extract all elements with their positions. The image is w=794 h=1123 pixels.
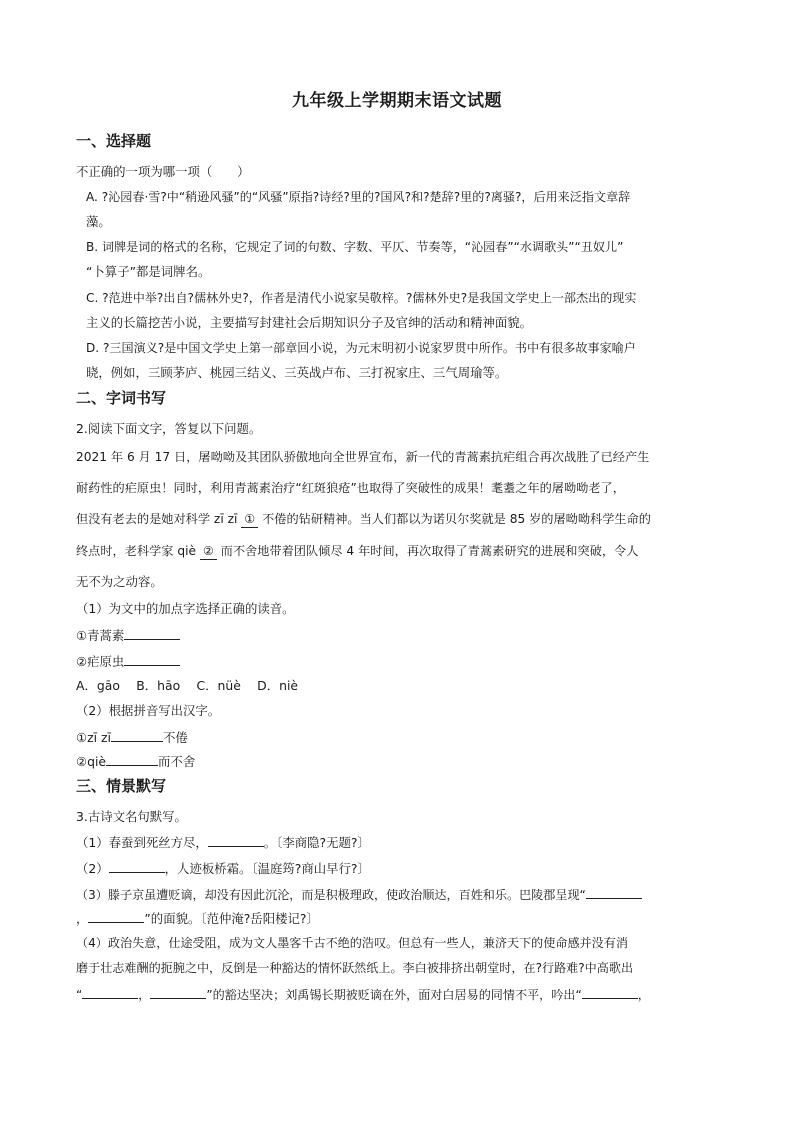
recitation-item-1 <box>76 834 370 851</box>
answer-blank[interactable] <box>88 910 144 923</box>
recitation-item-2-text: ，人迹板桥霜。〔温庭筠?商山早行?〕 <box>164 861 370 876</box>
recitation-item-4-line-3 <box>76 986 650 1003</box>
answer-blank[interactable] <box>124 653 180 666</box>
recitation-item-3-source: ”的面貌。〔范仲淹?岳阳楼记?〕 <box>144 911 319 926</box>
pronunciation-item-2 <box>76 653 180 670</box>
answer-blank[interactable] <box>124 627 180 640</box>
recitation-item-3-text: （3）滕子京虽遭贬谪，却没有因此沉沦，而是积极理政，使政治顺达，百姓和乐。巴陵郡呈现“ <box>76 888 586 902</box>
subquestion-2: （2）根据拼音写出汉字。 <box>76 703 221 718</box>
passage-line-4-end: 而不舍地带着团队倾尽 4 年时间，再次取得了青蒿素研究的进展和突破，令人 <box>216 544 639 558</box>
answer-blank[interactable] <box>582 986 638 999</box>
pronunciation-item-2-label: ②疟原虫 <box>76 654 125 669</box>
answer-blank[interactable] <box>111 729 163 742</box>
recitation-item-3-line-1 <box>76 886 642 903</box>
page-title: 九年级上学期期末语文试题 <box>292 91 502 111</box>
hanzi-item-1-pinyin: ①zī zī <box>76 730 111 745</box>
option-c-line-1: C. ?范进中举?出自?儒林外史?，作者是清代小说家吴敬梓。?儒林外史?是我国文学史上一部杰出的现实 <box>86 291 637 305</box>
section-heading-recitation: 三、情景默写 <box>76 777 167 795</box>
blank-marker-1: ① <box>241 511 258 528</box>
hanzi-item-1-suffix: 不倦 <box>162 730 188 745</box>
section-heading-choice: 一、选择题 <box>76 132 152 150</box>
recitation-item-2-number: （2） <box>76 861 109 876</box>
pronunciation-options: A．gāo B．hāo C．nüè D．niè <box>76 678 299 693</box>
answer-blank[interactable] <box>82 986 138 999</box>
comma: ， <box>138 988 151 1002</box>
passage-line-4 <box>76 543 638 560</box>
passage-line-5: 无不为之动容。 <box>76 574 163 589</box>
recitation-item-3-line-2 <box>76 910 319 927</box>
hanzi-item-1 <box>76 729 188 746</box>
recitation-item-4-text: ”的豁达坚决；刘禹锡长期被贬谪在外，面对白居易的同情不平，吟出“ <box>206 988 582 1002</box>
comma: ， <box>76 911 89 926</box>
subquestion-1: （1）为文中的加点字选择正确的读音。 <box>76 601 295 616</box>
answer-blank[interactable] <box>150 986 206 999</box>
answer-blank[interactable] <box>586 886 642 899</box>
answer-blank[interactable] <box>106 753 158 766</box>
option-c-line-2: 主义的长篇挖苦小说，主要描写封建社会后期知识分子及官绅的活动和精神面貌。 <box>86 315 533 330</box>
question-1-stem: 不正确的一项为哪一项（ ） <box>76 164 250 179</box>
hanzi-item-2-suffix: 而不舍 <box>158 754 196 769</box>
passage-line-4-start: 终点时，老科学家 qiè <box>76 544 200 558</box>
comma: ， <box>637 988 650 1002</box>
open-quote: “ <box>76 988 83 1002</box>
answer-blank[interactable] <box>208 834 264 847</box>
option-a-line-1: A. ?沁园春·雪?中“稍逊风骚”的“风骚”原指?诗经?里的?国风?和?楚辞?里的?离骚?，后用来泛指文章辞 <box>86 190 631 204</box>
passage-line-2: 耐药性的疟原虫！同时，利用青蒿素治疗“红斑狼疮”也取得了突破性的成果！耄耋之年的屠呦呦老了， <box>76 481 625 495</box>
recitation-item-4-line-2: 磨于壮志难酬的扼腕之中，反倒是一种豁达的情怀跃然纸上。李白被排挤出朝堂时，在?行路难?中高歌出 <box>76 961 634 975</box>
recitation-item-1-text: （1）春蚕到死丝方尽， <box>76 835 208 850</box>
answer-blank[interactable] <box>109 860 165 873</box>
pronunciation-item-1 <box>76 627 180 644</box>
option-d-line-1: D. ?三国演义?是中国文学史上第一部章回小说，为元末明初小说家罗贯中所作。书中有很多故事家喻户 <box>86 341 636 355</box>
passage-line-3 <box>76 511 651 528</box>
recitation-item-4-line-1: （4）政治失意，仕途受阻，成为文人墨客千古不绝的浩叹。但总有一些人，兼济天下的使命感并没有消 <box>76 936 628 950</box>
hanzi-item-2 <box>76 753 195 770</box>
passage-line-3-end: 不倦的钻研精神。当人们都以为诺贝尔奖就是 85 岁的屠呦呦科学生命的 <box>258 512 651 526</box>
option-b-line-1: B. 词牌是词的格式的名称，它规定了词的句数、字数、平仄、节奏等，“沁园春”“水调歌头”“丑奴儿” <box>86 240 624 254</box>
passage-line-1: 2021 年 6 月 17 日，屠呦呦及其团队骄傲地向全世界宣布，新一代的青蒿素抗疟组合再次战胜了已经产生 <box>76 450 650 464</box>
option-d-line-2: 晓，例如，三顾茅庐、桃园三结义、三英战卢布、三打祝家庄、三气周瑜等。 <box>86 365 508 380</box>
option-b-line-2: “卜算子”都是词牌名。 <box>86 264 211 279</box>
option-a-line-2: 藻。 <box>86 214 111 229</box>
pronunciation-item-1-label: ①青蒿素 <box>76 628 125 643</box>
hanzi-item-2-pinyin: ②qiè <box>76 754 107 769</box>
recitation-item-1-source: 。〔李商隐?无题?〕 <box>263 835 370 850</box>
passage-line-3-start: 但没有老去的是她对科学 zī zī <box>76 512 242 526</box>
blank-marker-2: ② <box>200 543 217 560</box>
question-2-stem: 2.阅读下面文字，答复以下问题。 <box>76 421 262 436</box>
question-3-stem: 3.古诗文名句默写。 <box>76 809 187 824</box>
recitation-item-2 <box>76 860 370 877</box>
section-heading-words: 二、字词书写 <box>76 389 167 407</box>
